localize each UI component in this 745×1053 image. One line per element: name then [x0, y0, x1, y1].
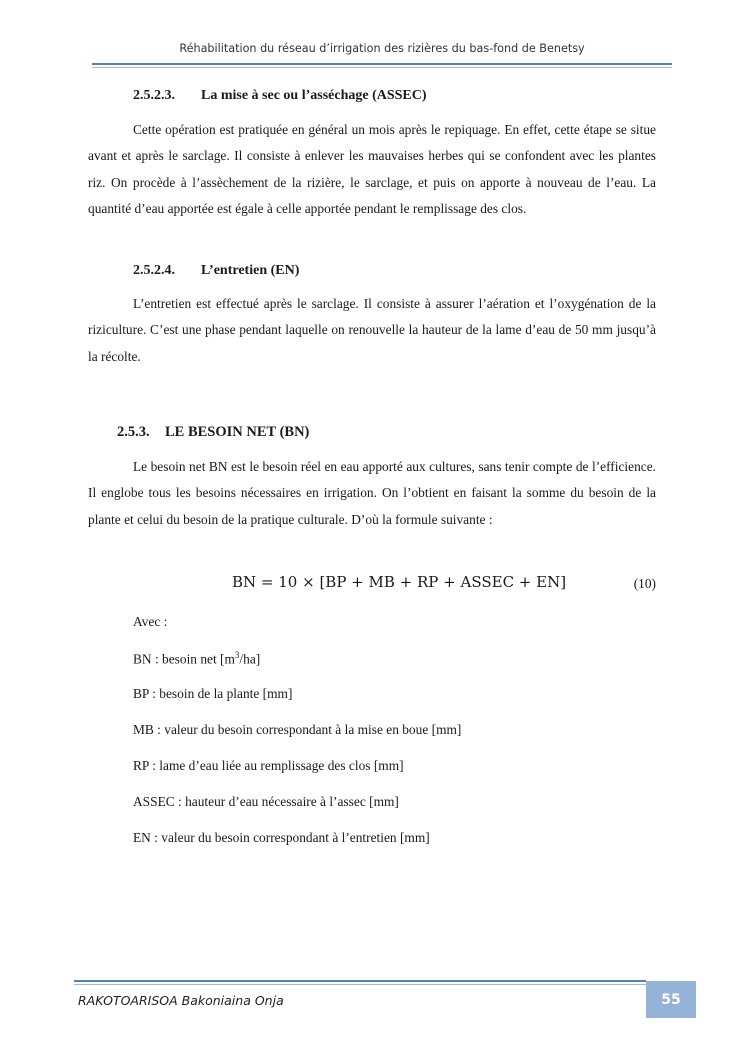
definition-bp: BP : besoin de la plante [mm] [133, 686, 293, 701]
page-number: 55 [661, 991, 681, 1008]
heading-title: LE BESOIN NET (BN) [165, 424, 310, 440]
heading-title: La mise à sec ou l’asséchage (ASSEC) [201, 88, 427, 103]
paragraph-assec: Cette opération est pratiquée en général un mois après le repiquage. En effet, cette étape se situe avant et après le sarclage. Il consiste à enlever les mauvaises herbes qui se confondent avec les plantes riz. On procède à l’assèchement de la rizière, le sarclage, et puis on apporte à nouveau de l’eau. La quantité d’eau apportée est égale à celle apportée pendant le remplissage des clos. [88, 122, 656, 216]
definition-bn-unit: /ha] [239, 651, 261, 667]
equation-number: (10) [633, 576, 656, 591]
heading-besoin-net [117, 424, 309, 441]
footer-author: RAKOTOARISOA Bakoniaina Onja [78, 993, 284, 1008]
exponent: 3 [234, 650, 240, 660]
heading-assec [133, 88, 427, 104]
paragraph-entretien: L’entretien est effectué après le sarclage. Il consiste à assurer l’aération et l’oxygénation de la riziculture. C’est une phase pendant laquelle on renouvelle la hauteur de la lame d’eau de 50 mm jusqu’à la récolte. [88, 296, 656, 364]
definition-mb: MB : valeur du besoin correspondant à la mise en boue [mm] [133, 722, 462, 737]
definition-bn-text: BN : besoin net [m [133, 651, 235, 667]
heading-number: 2.5.2.3. [133, 88, 175, 103]
footer-rule-thin [74, 984, 646, 985]
paragraph-besoin-net: Le besoin net BN est le besoin réel en eau apporté aux cultures, sans tenir compte de l’efficience. Il englobe tous les besoins nécessaires en irrigation. On l’obtient en faisant la somme du besoin de la plante et celui du besoin de la pratique culturale. D’où la formule suivante : [88, 459, 656, 527]
definition-rp: RP : lame d’eau liée au remplissage des clos [mm] [133, 758, 404, 773]
header-rule [92, 63, 672, 65]
definitions-intro: Avec : [133, 614, 168, 629]
heading-title: L’entretien (EN) [201, 263, 300, 278]
page-number-box [646, 981, 696, 1018]
definition-assec: ASSEC : hauteur d’eau nécessaire à l’assec [mm] [133, 794, 399, 809]
heading-number: 2.5.2.4. [133, 263, 175, 278]
footer-rule [74, 980, 646, 982]
definition-en: EN : valeur du besoin correspondant à l’entretien [mm] [133, 830, 430, 845]
formula-bn: BN = 10 × [BP + MB + RP + ASSEC + EN] [232, 573, 567, 591]
heading-number: 2.5.3. [117, 424, 150, 440]
header-rule-thin [92, 67, 672, 68]
running-header: Réhabilitation du réseau d’irrigation des rizières du bas-fond de Benetsy [179, 42, 585, 55]
definition-bn [133, 650, 260, 667]
heading-entretien [133, 263, 299, 279]
